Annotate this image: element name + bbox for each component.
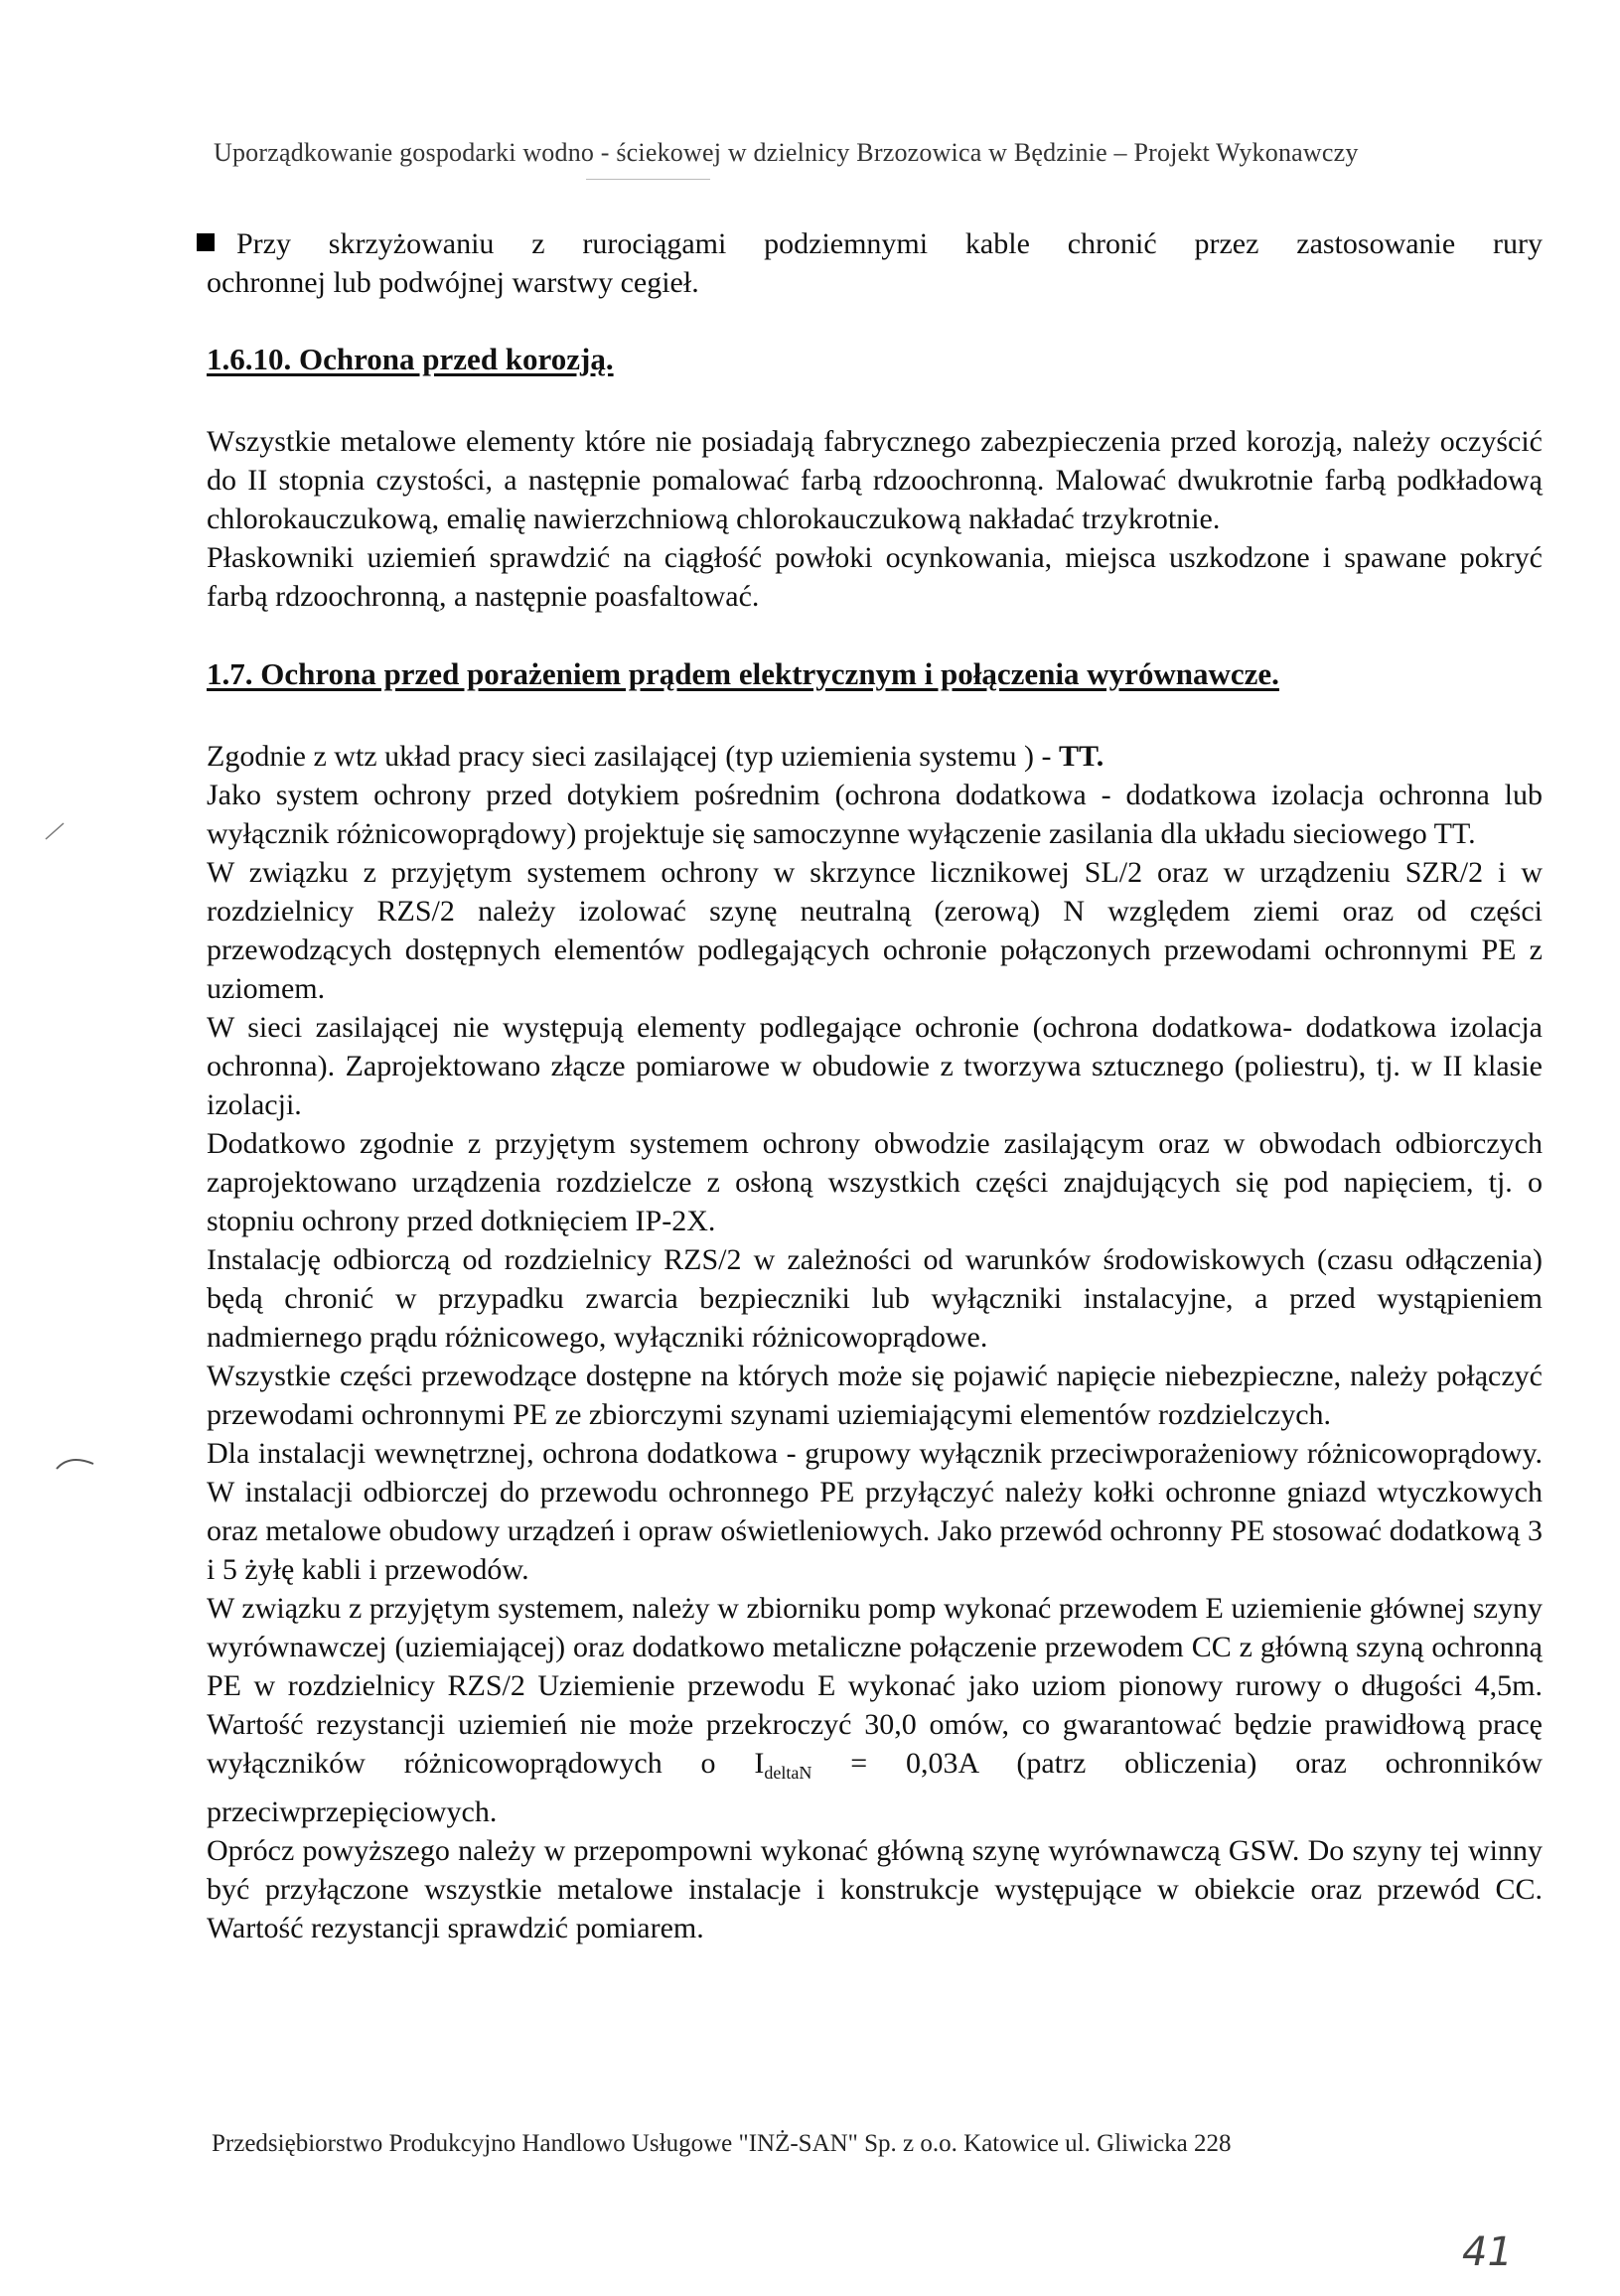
- header-underline-mark: [586, 179, 710, 180]
- section-1-7-paragraph-9: Oprócz powyższego należy w przepompowni wykonać główną szynę wyrównawczą GSW. Do szyny tej winny być przyłączone wszystkie metalowe instalacje i konstrukcje występujące w obiekcie oraz przewód CC. Wartość rezystancji sprawdzić pomiarem.: [207, 1834, 1543, 1944]
- bullet-square-icon: [197, 233, 215, 251]
- section-1-7-paragraph-7: Dla instalacji wewnętrznej, ochrona dodatkowa - grupowy wyłącznik przeciwporażeniowy różnicowoprądowy. W instalacji odbiorczej do przewodu ochronnego PE przyłączyć należy kołki ochronne gniazd wtyczkowych oraz metalowe obudowy urządzeń i opraw oświetleniowych. Jako przewód ochronny PE stosować dodatkową 3 i 5 żyłę kabli i przewodów.: [207, 1437, 1543, 1586]
- section-1-7-paragraph-1: Jako system ochrony przed dotykiem pośrednim (ochrona dodatkowa - dodatkowa izolacja ochronna lub wyłącznik różnicowoprądowy) projektuje się samoczynne wyłączenie zasilania dla układu sieciowego TT.: [207, 779, 1543, 850]
- bullet-item: [207, 224, 1543, 302]
- margin-curve-mark: [56, 1450, 95, 1472]
- intro-text: Zgodnie z wtz układ pracy sieci zasilającej (typ uziemienia systemu ) -: [207, 740, 1060, 773]
- section-1-7-intro: [207, 737, 1543, 776]
- section-1-7-paragraph-2: W związku z przyjętym systemem ochrony w skrzynce licznikowej SL/2 oraz w urządzeniu SZR/2 i w rozdzielnicy RZS/2 należy izolować szynę neutralną (zerową) N względem ziemi oraz od części przewodzących dostępnych elementów podlegających ochronie połączonych przewodami ochronnymi PE z uziomem.: [207, 856, 1543, 1005]
- section-1-6-10-paragraph-1: Wszystkie metalowe elementy które nie posiadają fabrycznego zabezpieczenia przed korozją, należy oczyścić do II stopnia czystości, a następnie pomalować farbą rdzoochronną. Malować dwukrotnie farbą podkładową chlorokauczukową, emalię nawierzchniową chlorokauczukową nakładać trzykrotnie.: [207, 425, 1543, 535]
- section-1-6-10-paragraph-2: Płaskowniki uziemień sprawdzić na ciągłość powłoki ocynkowania, miejsca uszkodzone i spawane pokryć farbą rdzoochronną, a następnie poasfaltować.: [207, 541, 1543, 613]
- current-subscript: deltaN: [764, 1763, 812, 1783]
- section-1-7-paragraph-4: Dodatkowo zgodnie z przyjętym systemem ochrony obwodzie zasilającym oraz w obwodach odbiorczych zaprojektowano urządzenia rozdzielcze z osłoną wszystkich części znajdujących się pod napięciem, tj. o stopniu ochrony przed dotknięciem IP-2X.: [207, 1127, 1543, 1237]
- margin-tick-mark: [44, 819, 68, 843]
- section-1-7-paragraph-8: [207, 1589, 1543, 1831]
- bullet-line-1: Przy skrzyżowaniu z rurociągami podziemnymi kable chronić przez zastosowanie rury: [236, 227, 1543, 260]
- document-body: [207, 224, 1543, 1947]
- bullet-line-2: ochronnej lub podwójnej warstwy cegieł.: [207, 266, 699, 299]
- paragraph-8-tail: = 0,03A (patrz obliczenia) oraz ochronników przeciwprzepięciowych.: [207, 1747, 1544, 1828]
- section-1-7-paragraph-3: W sieci zasilającej nie występują elementy podlegające ochronie (ochrona dodatkowa- dodatkowa izolacja ochronna). Zaprojektowano złącze pomiarowe w obudowie z tworzywa sztucznego (poliestru), tj. w II klasie izolacji.: [207, 1011, 1543, 1121]
- section-1-7-paragraph-5: Instalację odbiorczą od rozdzielnicy RZS/2 w zależności od warunków środowiskowych (czasu odłączenia) będą chronić w przypadku zwarcia bezpieczniki lub wyłączniki instalacyjne, a przed wystąpieniem nadmiernego prądu różnicowego, wyłączniki różnicowoprądowe.: [207, 1243, 1543, 1354]
- section-heading-1-7: 1.7. Ochrona przed porażeniem prądem elektrycznym i połączenia wyrównawcze.: [207, 656, 1279, 691]
- section-1-7-paragraph-6: Wszystkie części przewodzące dostępne na których może się pojawić napięcie niebezpieczne, należy połączyć przewodami ochronnymi PE ze zbiorczymi szynami uziemiającymi elementów rozdzielczych.: [207, 1360, 1543, 1431]
- page-header: Uporządkowanie gospodarki wodno - ściekowej w dzielnicy Brzozowica w Będzinie – Projekt Wykonawczy: [214, 138, 1359, 167]
- intro-system-type: TT.: [1059, 740, 1105, 773]
- section-heading-1-6-10: 1.6.10. Ochrona przed korozją.: [207, 342, 614, 376]
- page-number: 41: [1462, 2229, 1513, 2275]
- paragraph-8-text: W związku z przyjętym systemem, należy w zbiorniku pomp wykonać przewodem E uziemienie głównej szyny wyrównawczej (uziemiającej) oraz dodatkowo metaliczne połączenie przewodem CC z główną szyną ochronną PE w rozdzielnicy RZS/2 Uziemienie przewodu E wykonać jako uziom pionowy rurowy o długości 4,5m. Wartość rezystancji uziemień nie może przekroczyć 30,0 omów, co gwarantować będzie prawidłową pracę wyłączników różnicowoprądowych o I: [207, 1592, 1543, 1780]
- page-footer: Przedsiębiorstwo Produkcyjno Handlowo Usługowe "INŻ-SAN" Sp. z o.o. Katowice ul. Gliwicka 228: [212, 2130, 1232, 2157]
